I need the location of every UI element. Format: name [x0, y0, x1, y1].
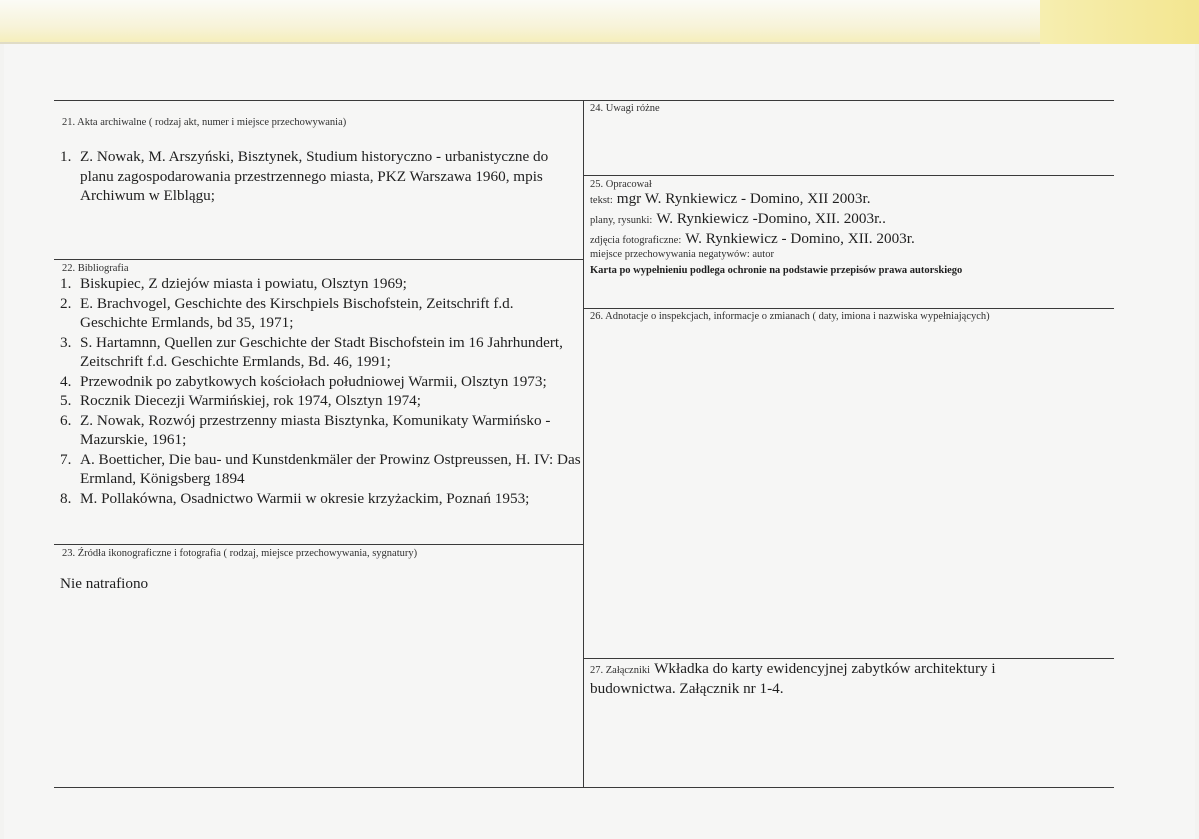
author-photos-row — [590, 230, 915, 248]
list-item: 1. Biskupiec, Z dziejów miasta i powiatu, Olsztyn 1969; — [60, 275, 407, 292]
author-photos-label: zdjęcia fotograficzne: — [590, 235, 682, 246]
rule-25-top — [583, 175, 1114, 176]
list-item: 1. Z. Nowak, M. Arszyński, Bisztynek, Studium historyczno - urbanistyczne do planu zagospodarowania przestrzennego miasta, PKZ Warszawa 1960, mpis Archiwum w Elblągu; — [60, 148, 549, 204]
rule-22-top — [54, 259, 583, 260]
rule-26-top — [583, 308, 1114, 309]
section-25-label: 25. Opracował — [590, 179, 652, 190]
author-photos-value: W. Rynkiewicz - Domino, XII. 2003r. — [685, 230, 915, 247]
author-plans-label: plany, rysunki: — [590, 215, 653, 226]
rule-bottom — [54, 787, 1114, 788]
rule-23-top — [54, 544, 583, 545]
section-21-list — [60, 147, 582, 206]
top-paper-band — [0, 0, 1199, 44]
author-text-value: mgr W. Rynkiewicz - Domino, XII 2003r. — [616, 190, 871, 207]
list-item: 4. Przewodnik po zabytkowych kościołach południowej Warmii, Olsztyn 1973; — [60, 372, 547, 390]
section-22-label: 22. Bibliografia — [62, 263, 129, 274]
yellow-paper-tab — [1040, 0, 1199, 44]
list-item: 5. Rocznik Diecezji Warmińskiej, rok 1974, Olsztyn 1974; — [60, 392, 421, 409]
author-text-row — [590, 190, 871, 208]
section-22-list — [60, 274, 582, 508]
list-item: 2. E. Brachvogel, Geschichte des Kirschpiels Bischofstein, Zeitschrift f.d. Geschichte Ermlands, bd 35, 1971; — [60, 294, 514, 331]
section-23-value: Nie natrafiono — [60, 575, 149, 592]
author-text-label: tekst: — [590, 195, 613, 206]
negatives-location: miejsce przechowywania negatywów: autor — [590, 249, 774, 260]
section-21-label: 21. Akta archiwalne ( rodzaj akt, numer i miejsce przechowywania) — [62, 117, 347, 128]
section-24-label: 24. Uwagi różne — [590, 103, 660, 114]
list-item: 6. Z. Nowak, Rozwój przestrzenny miasta Bisztynka, Komunikaty Warmińsko - Mazurskie, 1961; — [60, 411, 551, 448]
section-27-label: 27. Załączniki — [590, 665, 651, 676]
list-item: 3. S. Hartamnn, Quellen zur Geschichte der Stadt Bischofstein im 16 Jahrhundert, Zeitschrift f.d. Geschichte Ermlands, Bd. 46, 1991; — [60, 333, 563, 370]
section-27-row — [590, 660, 996, 678]
section-27-value-line2: budownictwa. Załącznik nr 1-4. — [590, 680, 784, 697]
rule-top-left — [54, 100, 583, 101]
author-plans-row — [590, 210, 886, 228]
section-26-label: 26. Adnotacje o inspekcjach, informacje o zmianach ( daty, imiona i nazwiska wypełniających) — [590, 311, 990, 322]
column-divider — [583, 100, 584, 788]
list-item: 8. M. Pollakówna, Osadnictwo Warmii w okresie krzyżackim, Poznań 1953; — [60, 489, 530, 507]
rule-27-top — [583, 658, 1114, 659]
author-plans-value: W. Rynkiewicz -Domino, XII. 2003r.. — [656, 210, 886, 227]
rule-top-right — [583, 100, 1114, 101]
copyright-note: Karta po wypełnieniu podlega ochronie na podstawie przepisów prawa autorskiego — [590, 265, 963, 276]
section-23-label: 23. Źródła ikonograficzne i fotografia ( rodzaj, miejsce przechowywania, sygnatury) — [62, 548, 418, 559]
list-item: 7. A. Boetticher, Die bau- und Kunstdenkmäler der Prowinz Ostpreussen, H. IV: Das Ermland, Königsberg 1894 — [60, 450, 581, 487]
section-27-value-line1: Wkładka do karty ewidencyjnej zabytków architektury i — [654, 660, 996, 677]
